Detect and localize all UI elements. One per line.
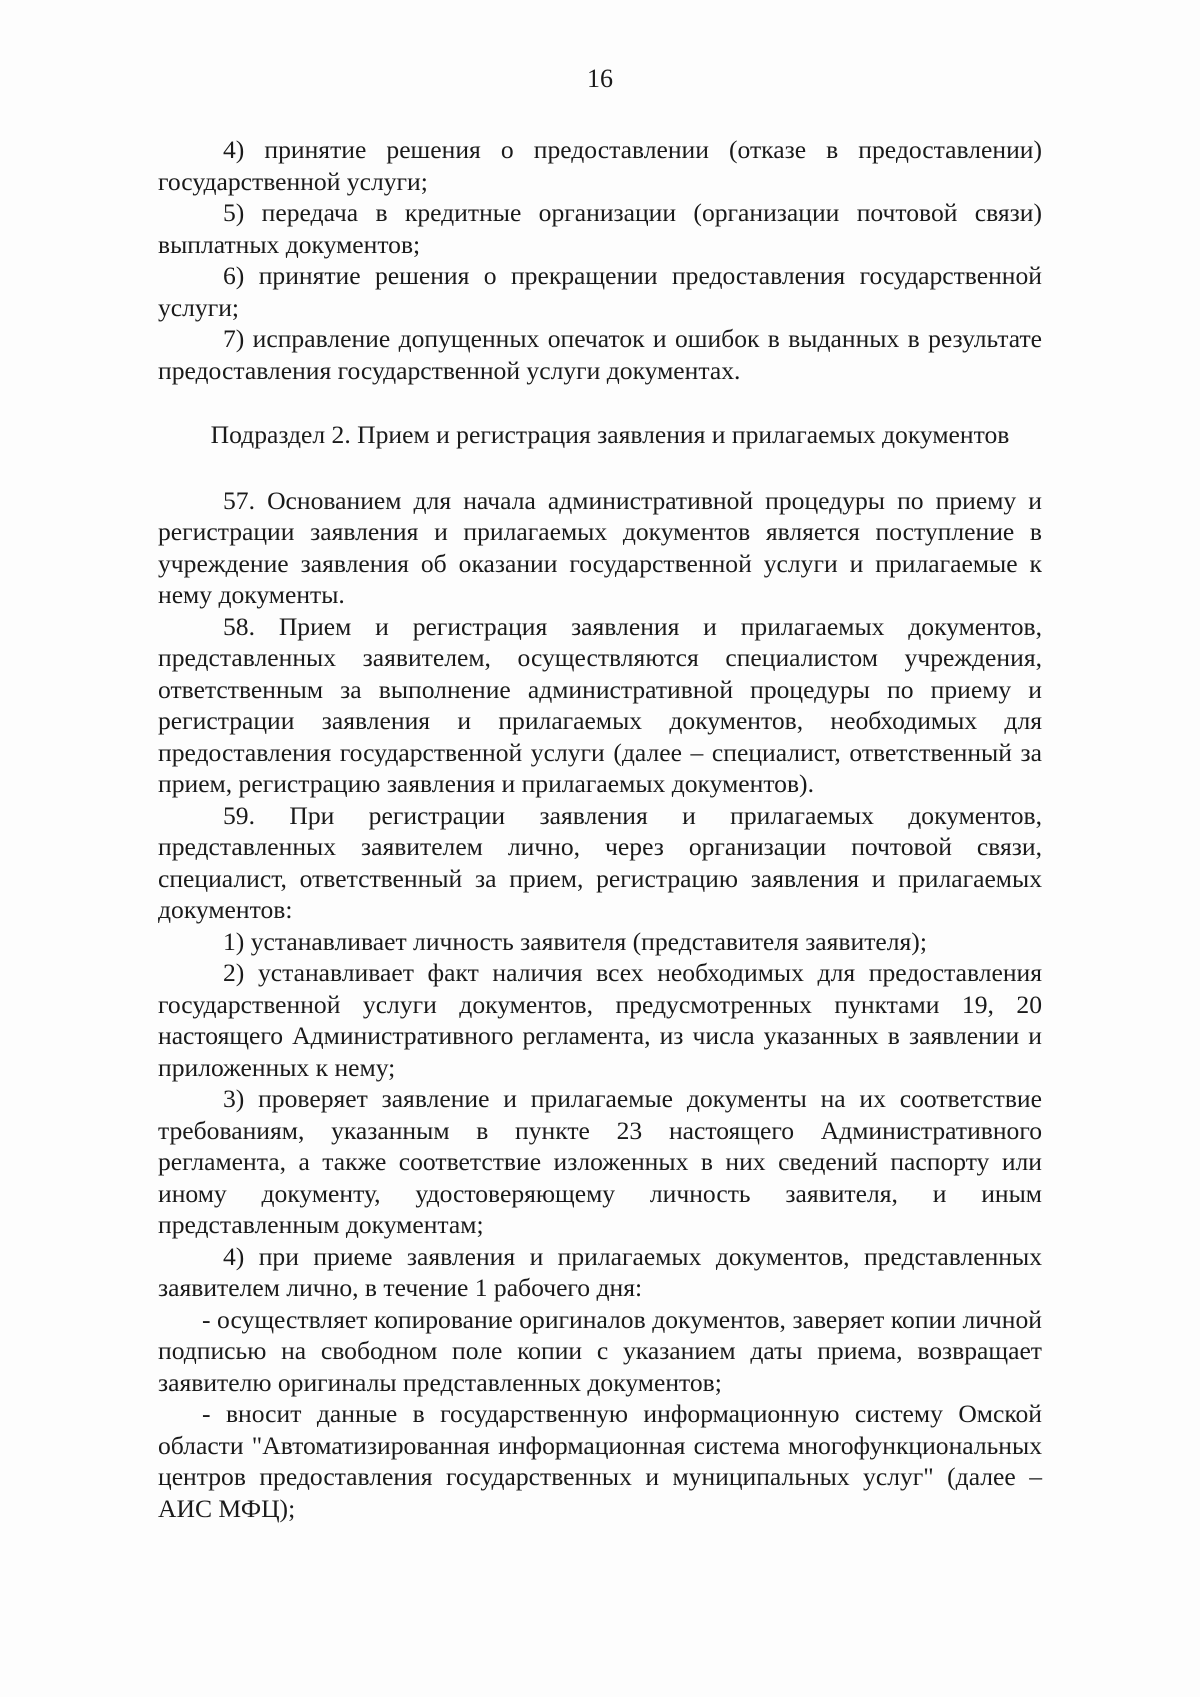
paragraph-58: 58. Прием и регистрация заявления и прилагаемых документов, представленных заявителем, осуществляются специалистом учреждения, ответственным за выполнение административной процедуры по приему и регистрации заявления и прилагаемых документов, необходимых для предоставления государственной услуги (далее – специалист, ответственный за прием, регистрацию заявления и прилагаемых документов). — [158, 611, 1042, 798]
subitem-2: 2) устанавливает факт наличия всех необходимых для предоставления государственной услуги документов, предусмотренных пунктами 19, 20 настоящего Административного регламента, из числа указанных в заявлении и приложенных к нему; — [158, 958, 1042, 1082]
paragraph-57: 57. Основанием для начала административной процедуры по приему и регистрации заявления и прилагаемых документов является поступление в учреждение заявления об оказании государственной услуги и прилагаемые к нему документы. — [158, 485, 1042, 609]
list-item-6: 6) принятие решения о прекращении предоставления государственной услуги; — [158, 261, 1042, 322]
section-heading: Подраздел 2. Прием и регистрация заявления и прилагаемых документов — [210, 420, 1010, 449]
dash-item-copying: - осуществляет копирование оригиналов документов, заверяет копии личной подписью на свободном поле копии с указанием даты приема, возвращает заявителю оригиналы представленных документов; — [158, 1304, 1042, 1397]
list-item-5: 5) передача в кредитные организации (организации почтовой связи) выплатных документов; — [158, 198, 1042, 259]
subitem-4: 4) при приеме заявления и прилагаемых документов, представленных заявителем лично, в течение 1 рабочего дня: — [158, 1241, 1042, 1302]
subitem-3: 3) проверяет заявление и прилагаемые документы на их соответствие требованиям, указанным в пункте 23 настоящего Административного регламента, а также соответствие изложенных в них сведений паспорту или иному документу, удостоверяющему личность заявителя, и иным представленным документам; — [158, 1084, 1042, 1239]
paragraph-59: 59. При регистрации заявления и прилагаемых документов, представленных заявителем лично, через организации почтовой связи, специалист, ответственный за прием, регистрацию заявления и прилагаемых документов: — [158, 800, 1042, 924]
list-item-7: 7) исправление допущенных опечаток и ошибок в выданных в результате предоставления государственной услуги документах. — [158, 324, 1042, 385]
document-body — [158, 134, 1042, 1524]
subitem-1: 1) устанавливает личность заявителя (представителя заявителя); — [223, 926, 927, 956]
list-item-4: 4) принятие решения о предоставлении (отказе в предоставлении) государственной услуги; — [158, 135, 1042, 196]
page-number: 16 — [587, 64, 613, 93]
dash-item-ais-mfc: - вносит данные в государственную информационную систему Омской области "Автоматизированная информационная система многофункциональных центров предоставления государственных и муниципальных услуг" (далее – АИС МФЦ); — [158, 1399, 1042, 1523]
